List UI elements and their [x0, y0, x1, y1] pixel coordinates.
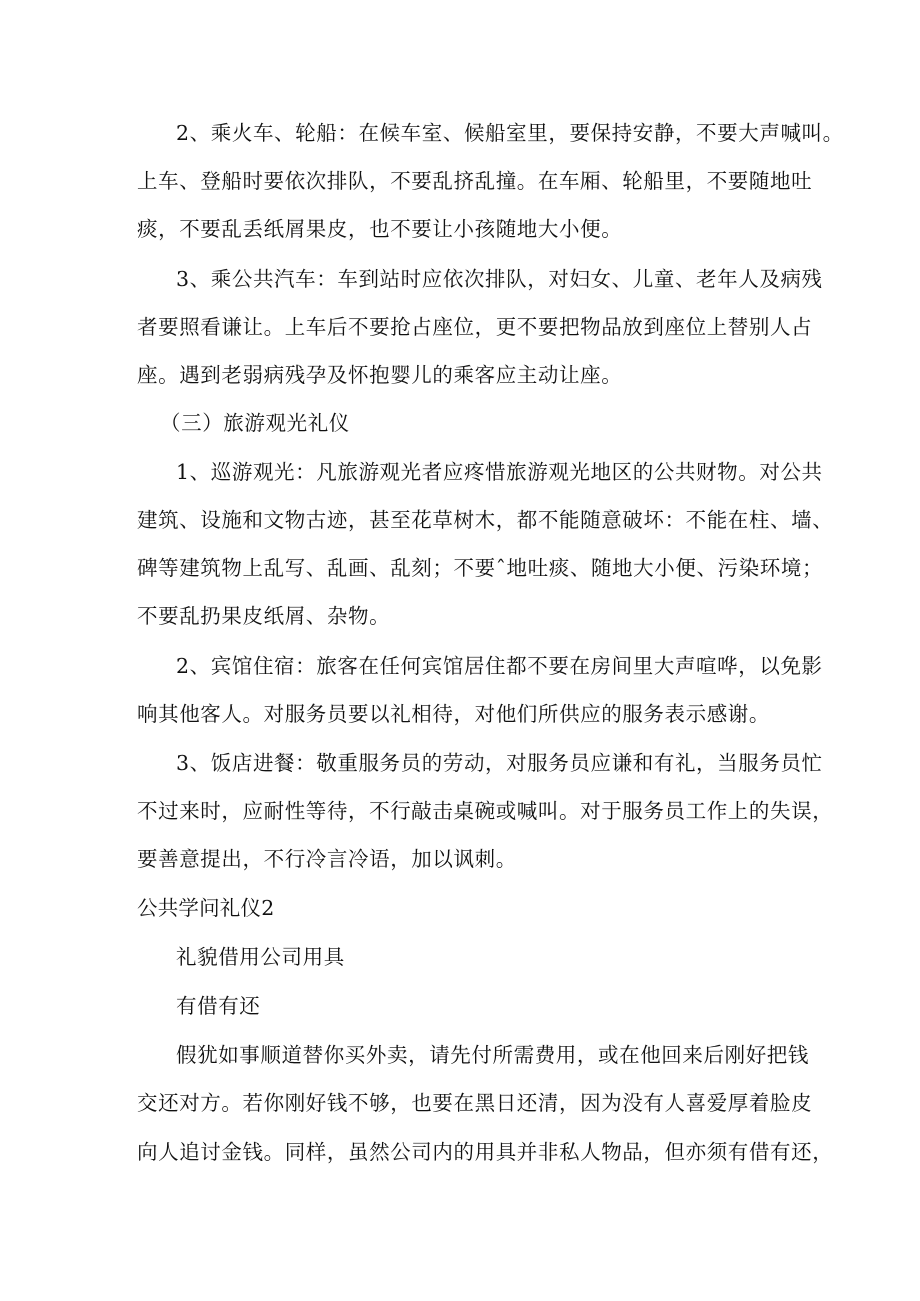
paragraph-6-line-1: 假犹如事顺道替你买外卖，请先付所需费用，或在他回来后刚好把钱: [176, 1043, 809, 1067]
paragraph-1-line-2: 上车、登船时要依次排队，不要乱挤乱撞。在车厢、轮船里，不要随地吐: [137, 169, 813, 193]
paragraph-1-line-1: 2、乘火车、轮船：在候车室、候船室里，要保持安静，不要大声喊叫。: [176, 121, 844, 145]
subheading-borrow-return: 有借有还: [176, 994, 261, 1018]
paragraph-2-line-2: 者要照看谦让。上车后不要抢占座位，更不要把物品放到座位上替别人占: [137, 315, 813, 339]
subheading-borrowing: 礼貌借用公司用具: [176, 945, 345, 969]
paragraph-5-line-1: 3、饭店进餐：敬重服务员的劳动，对服务员应谦和有礼，当服务员忙: [176, 751, 823, 775]
paragraph-5-line-2: 不过来时，应耐性等待，不行敲击桌碗或喊叫。对于服务员工作上的失误，: [137, 799, 834, 823]
paragraph-2-line-1: 3、乘公共汽车：车到站时应依次排队，对妇女、儿童、老年人及病残: [176, 267, 823, 291]
section-heading-tourism: （三）旅游观光礼仪: [160, 411, 350, 435]
paragraph-3-line-1: 1、巡游观光：凡旅游观光者应疼惜旅游观光地区的公共财物。对公共: [176, 460, 823, 484]
paragraph-3-line-4: 不要乱扔果皮纸屑、杂物。: [137, 604, 391, 628]
section-title-public-etiquette: 公共学问礼仪2: [137, 896, 275, 920]
paragraph-6-line-3: 向人追讨金钱。同样，虽然公司内的用具并非私人物品，但亦须有借有还，: [137, 1140, 834, 1164]
paragraph-5-line-3: 要善意提出，不行冷言冷语，加以讽刺。: [137, 847, 517, 871]
paragraph-4-line-1: 2、宾馆住宿：旅客在任何宾馆居住都不要在房间里大声喧哗，以免影: [176, 654, 823, 678]
paragraph-3-line-2: 建筑、设施和文物古迹，甚至花草树木，都不能随意破坏：不能在柱、墙、: [137, 508, 834, 532]
paragraph-3-line-3: 碑等建筑物上乱写、乱画、乱刻；不要ˆ地吐痰、随地大小便、污染环境；: [137, 556, 824, 580]
paragraph-6-line-2: 交还对方。若你刚好钱不够，也要在黑日还清，因为没有人喜爱厚着脸皮: [137, 1091, 813, 1115]
paragraph-4-line-2: 响其他客人。对服务员要以礼相待，对他们所供应的服务表示感谢。: [137, 702, 770, 726]
paragraph-1-line-3: 痰，不要乱丢纸屑果皮，也不要让小孩随地大小便。: [137, 217, 623, 241]
paragraph-2-line-3: 座。遇到老弱病残孕及怀抱婴儿的乘客应主动让座。: [137, 363, 623, 387]
